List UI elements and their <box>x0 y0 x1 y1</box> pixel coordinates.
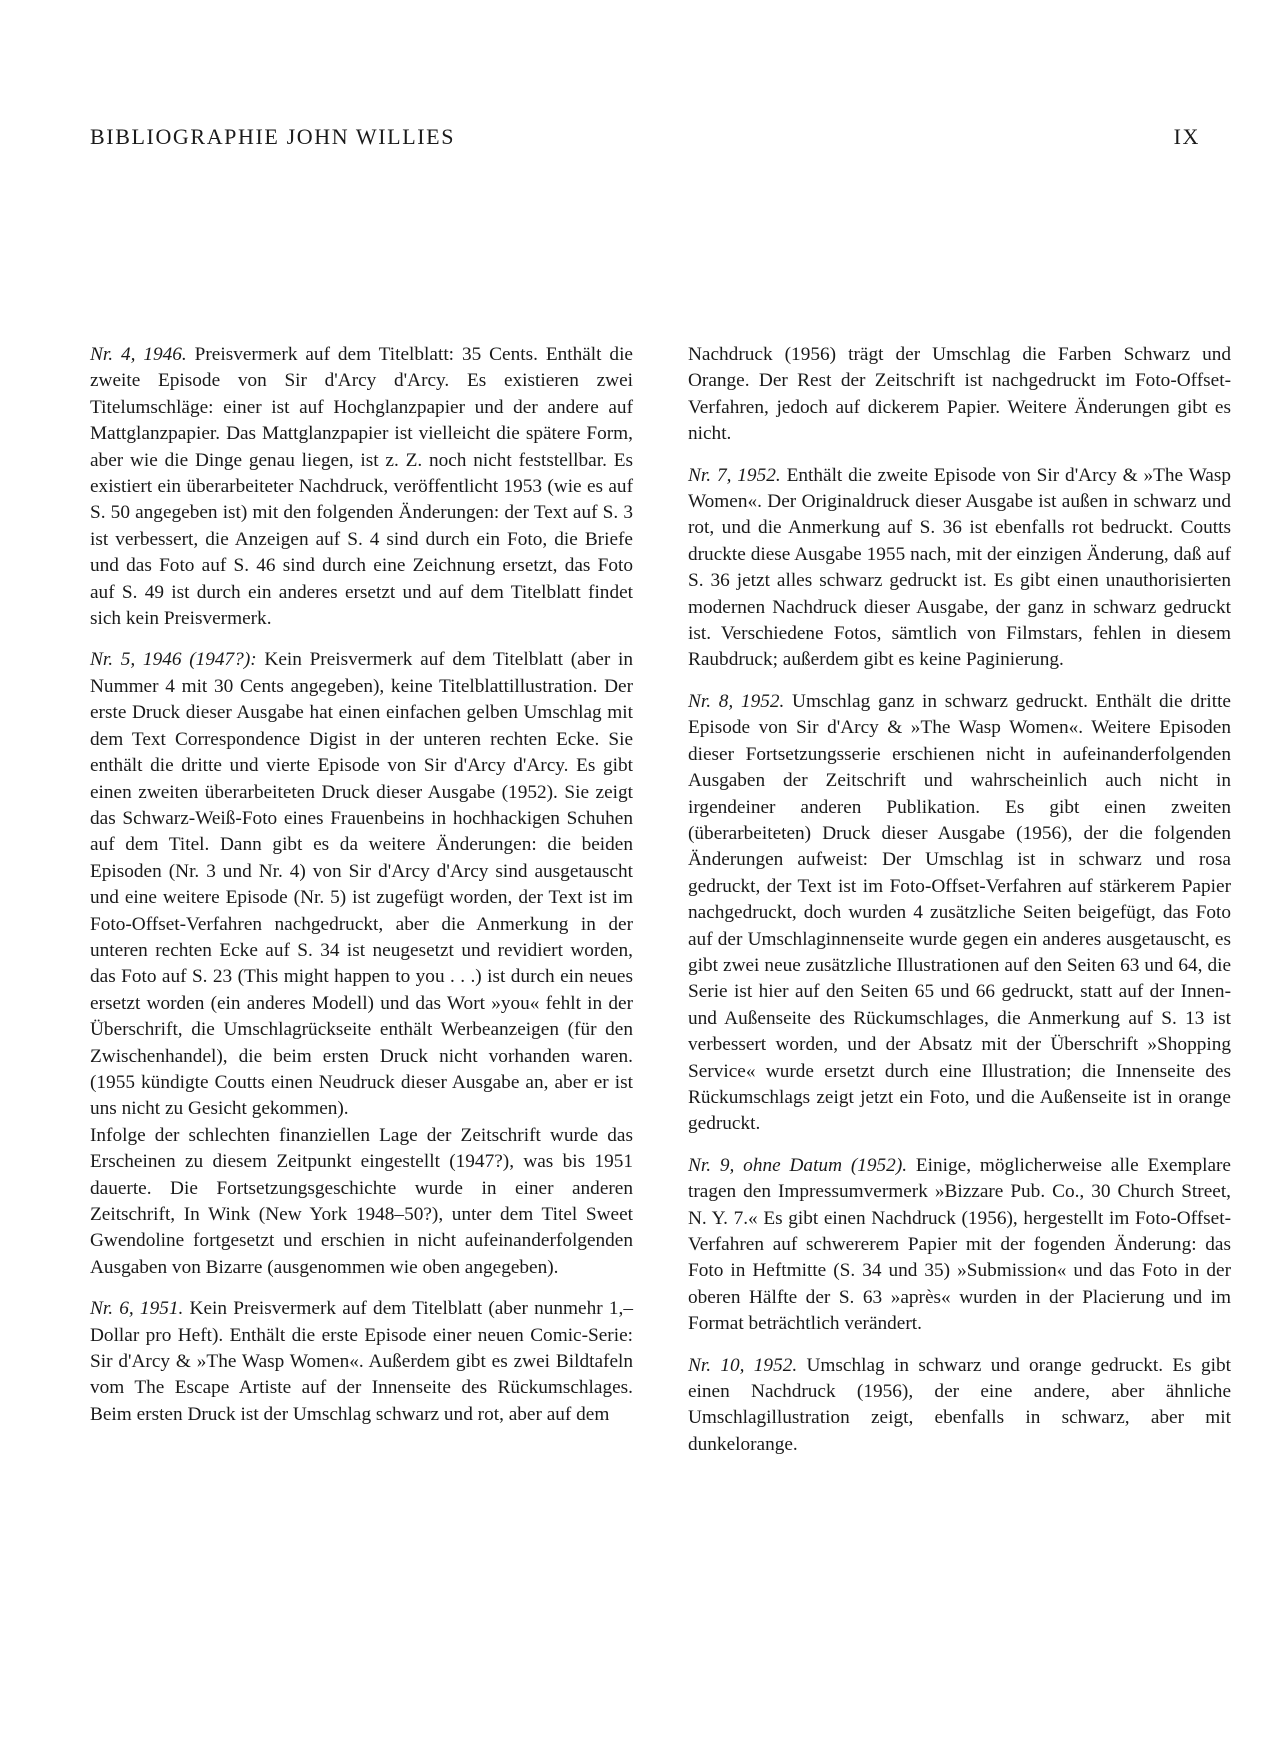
page-header <box>90 124 1200 150</box>
entry-ref: Nr. 4, 1946. <box>90 344 187 365</box>
running-title: BIBLIOGRAPHIE JOHN WILLIES <box>90 124 456 149</box>
entry-text: Kein Preisvermerk auf dem Titelblatt (aber in Nummer 4 mit 30 Cents angegeben), keine Titelblattillustration. Der erste Druck dieser Ausgabe hat einen einfachen gelben Umschlag mit dem Text Correspondence Digist in der unteren rechten Ecke. Sie enthält die dritte und vierte Episode von Sir d'Arcy d'Arcy. Es gibt einen zweiten überarbeiteten Druck dieser Ausgabe (1952). Sie zeigt das Schwarz-Weiß-Foto eines Frauenbeins in hochhackigen Schuhen auf dem Titel. Dann gibt es da weitere Änderungen: die beiden Episoden (Nr. 3 und Nr. 4) von Sir d'Arcy d'Arcy sind ausgetauscht und eine weitere Episode (Nr. 5) ist zugefügt worden, der Text ist im Foto-Offset-Verfahren nachgedruckt, aber die Anmerkung in der unteren rechten Ecke auf S. 34 ist neugesetzt und revidiert worden, das Foto auf S. 23 (This might happen to you . . .) ist durch ein neues ersetzt worden (ein anderes Modell) und das Wort »you« fehlt in der Überschrift, die Umschlagrückseite enthält Werbeanzeigen (für den Zwischenhandel), die beim ersten Druck nicht vorhanden waren. (1955 kündigte Coutts einen Neudruck dieser Ausgabe an, aber er ist uns nicht zu Gesicht gekommen). <box>90 649 633 1120</box>
entry-ref: Nr. 5, 1946 (1947?): <box>90 649 257 671</box>
right-column <box>688 342 1231 1473</box>
entry-text: Enthält die zweite Episode von Sir d'Arcy & »The Wasp Women«. Der Originaldruck dieser Ausgabe ist außen in schwarz und rot, und die Anmerkung auf S. 36 ist ebenfalls rot bedruckt. Coutts druckte diese Ausgabe 1955 nach, mit der einzigen Änderung, daß auf S. 36 jetzt alles schwarz gedruckt ist. Es gibt einen unauthorisierten modernen Nachdruck dieser Ausgabe, der ganz in schwarz gedruckt ist. Verschiedene Fotos, sämtlich von Filmstars, fehlen in diesem Raubdruck; außerdem gibt es keine Paginierung. <box>688 464 1232 671</box>
entry-nr-7 <box>688 463 1231 674</box>
entry-ref: Nr. 9, ohne Datum (1952). <box>688 1154 908 1176</box>
entry-nr-10 <box>688 1353 1231 1459</box>
entry-nr-6-continued <box>688 342 1231 448</box>
entry-ref: Nr. 10, 1952. <box>688 1354 798 1376</box>
entry-text: Infolge der schlechten finanziellen Lage der Zeitschrift wurde das Erscheinen zu diesem Zeitpunkt eingestellt (1947?), was bis 1951 dauerte. Die Fortsetzungsgeschichte wurde in einer anderen Zeitschrift, In Wink (New York 1948–50?), unter dem Titel Sweet Gwendoline fortgesetzt und erschien in nicht aufeinanderfolgenden Ausgaben von Bizarre (ausgenommen wie oben angegeben). <box>90 1124 633 1278</box>
entry-nr-8 <box>688 689 1231 1138</box>
entry-text: Kein Preisvermerk auf dem Titelblatt (aber nunmehr 1,– Dollar pro Heft). Enthält die erste Episode einer neuen Comic-Serie: Sir d'Arcy & »The Wasp Women«. Außerdem gibt es zwei Bildtafeln vom The Escape Artiste auf der Innenseite des Rückumschlages. Beim ersten Druck ist der Umschlag schwarz und rot, aber auf dem <box>90 1298 633 1425</box>
entry-text: Einige, möglicherweise alle Exemplare tragen den Impressumvermerk »Bizzare Pub. Co., 30 Church Street, N. Y. 7.« Es gibt einen Nachdruck (1956), hergestellt im Foto-Offset-Verfahren auf schwererem Papier mit der fogenden Änderung: das Foto in Heftmitte (S. 34 und 35) »Submission« und das Foto in der oberen Hälfte der S. 63 »après« wurden in der Placierung und im Format beträchtlich verändert. <box>688 1154 1231 1335</box>
entry-nr-6 <box>90 1296 633 1428</box>
page-number: IX <box>1173 124 1200 149</box>
entry-text: Umschlag in schwarz und orange gedruckt. Es gibt einen Nachdruck (1956), der eine andere, aber ähnliche Umschlagillustration zeigt, ebenfalls in schwarz, aber mit dunkelorange. <box>688 1354 1232 1455</box>
entry-ref: Nr. 8, 1952. <box>688 690 785 712</box>
entry-text: Nachdruck (1956) trägt der Umschlag die Farben Schwarz und Orange. Der Rest der Zeitschrift ist nachgedruckt im Foto-Offset-Verfahren, jedoch auf dickerem Papier. Weitere Änderungen gibt es nicht. <box>688 344 1231 445</box>
entry-text: Preisvermerk auf dem Titelblatt: 35 Cents. Enthält die zweite Episode von Sir d'Arcy d'Arcy. Es existieren zwei Titelumschläge: einer ist auf Hochglanzpapier und der andere auf Mattglanzpapier. Das Mattglanzpapier ist vielleicht die spätere Form, aber wie die Dinge genau liegen, ist z. Z. noch nicht feststellbar. Es existiert ein überarbeiteter Nachdruck, veröffentlicht 1953 (wie es auf S. 50 angegeben ist) mit den folgenden Änderungen: der Text auf S. 3 ist verbessert, die Anzeigen auf S. 4 sind durch ein Foto, die Briefe und das Foto auf S. 46 sind durch eine Zeichnung ersetzt, das Foto auf S. 49 ist durch ein anderes ersetzt und auf dem Titelblatt findet sich kein Preisvermerk. <box>90 344 633 630</box>
entry-ref: Nr. 6, 1951. <box>90 1298 184 1320</box>
entry-nr-4 <box>90 342 633 632</box>
entry-ref: Nr. 7, 1952. <box>688 464 781 486</box>
left-column <box>90 342 633 1443</box>
entry-nr-5 <box>90 647 633 1122</box>
paragraph-interruption <box>90 1123 633 1281</box>
entry-nr-9 <box>688 1153 1231 1338</box>
entry-text: Umschlag ganz in schwarz gedruckt. Enthält die dritte Episode von Sir d'Arcy & »The Wasp Women«. Weitere Episoden dieser Fortsetzungsserie erschienen nicht in aufeinanderfolgenden Ausgaben der Zeitschrift und wahrscheinlich auch nicht in irgendeiner anderen Publikation. Es gibt einen zweiten (überarbeiteten) Druck dieser Ausgabe (1956), der die folgenden Änderungen aufweist: Der Umschlag ist in schwarz und rosa gedruckt, der Text ist im Foto-Offset-Verfahren auf stärkerem Papier nachgedruckt, doch wurden 4 zusätzliche Seiten beigefügt, das Foto auf der Umschlaginnenseite wurde gegen ein anderes ausgetauscht, es gibt zwei neue zusätzliche Illustrationen auf den Seiten 63 und 64, die Serie ist hier auf den Seiten 65 und 66 gedruckt, statt auf der Innen- und Außenseite des Rückumschlages, die Anmerkung auf S. 13 ist verbessert worden, und der Absatz mit der Überschrift »Shopping Service« wurde ersetzt durch eine Illustration; die Innenseite des Rückumschlags zeigt jetzt ein Foto, und die Außenseite ist in orange gedruckt. <box>688 690 1231 1135</box>
